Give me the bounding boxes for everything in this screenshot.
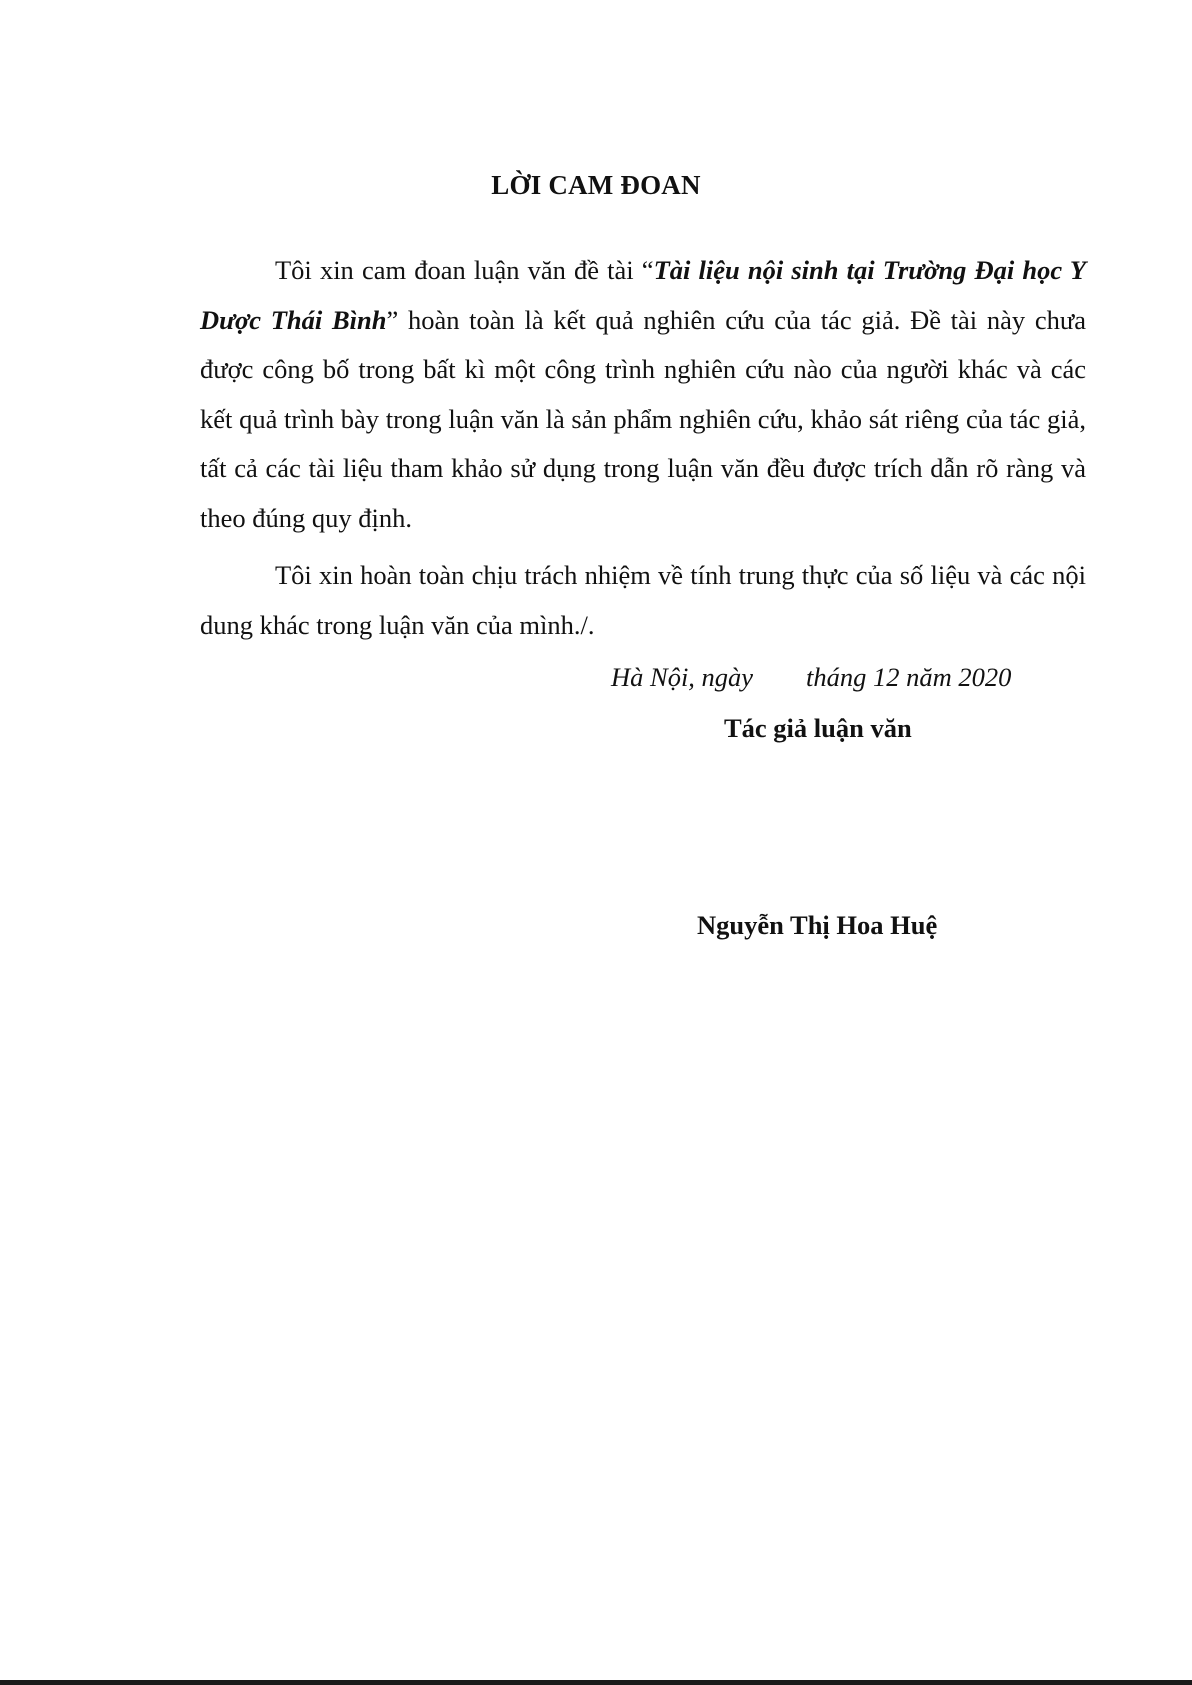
page-bottom-border [0,1680,1192,1685]
paragraph-1-rest: ” hoàn toàn là kết quả nghiên cứu của tác giả. Đề tài này chưa được công bố trong bất kì một công trình nghiên cứu nào của người khác và các kết quả trình bày trong luận văn là sản phẩm nghiên cứu, khảo sát riêng của tác giả, tất cả các tài liệu tham khảo sử dụng trong luận văn đều được trích dẫn rõ ràng và theo đúng quy định. [200,304,1086,533]
author-name: Nguyễn Thị Hoa Huệ [697,910,938,940]
declaration-body [200,246,1086,650]
declaration-paragraph-2: Tôi xin hoàn toàn chịu trách nhiệm về tính trung thực của số liệu và các nội dung khác trong luận văn của mình./. [200,560,1086,640]
page-title: LỜI CAM ĐOAN [491,170,701,200]
declaration-paragraph-1 [200,246,1086,543]
thesis-topic: Tài liệu nội sinh tại Trường Đại học Y Dược Thái Bình [200,255,1086,335]
paragraph-1-intro: Tôi xin cam đoan luận văn đề tài “ [275,255,654,285]
author-label: Tác giả luận văn [724,713,912,743]
place-date-line: Hà Nội, ngày tháng 12 năm 2020 [611,662,1012,692]
